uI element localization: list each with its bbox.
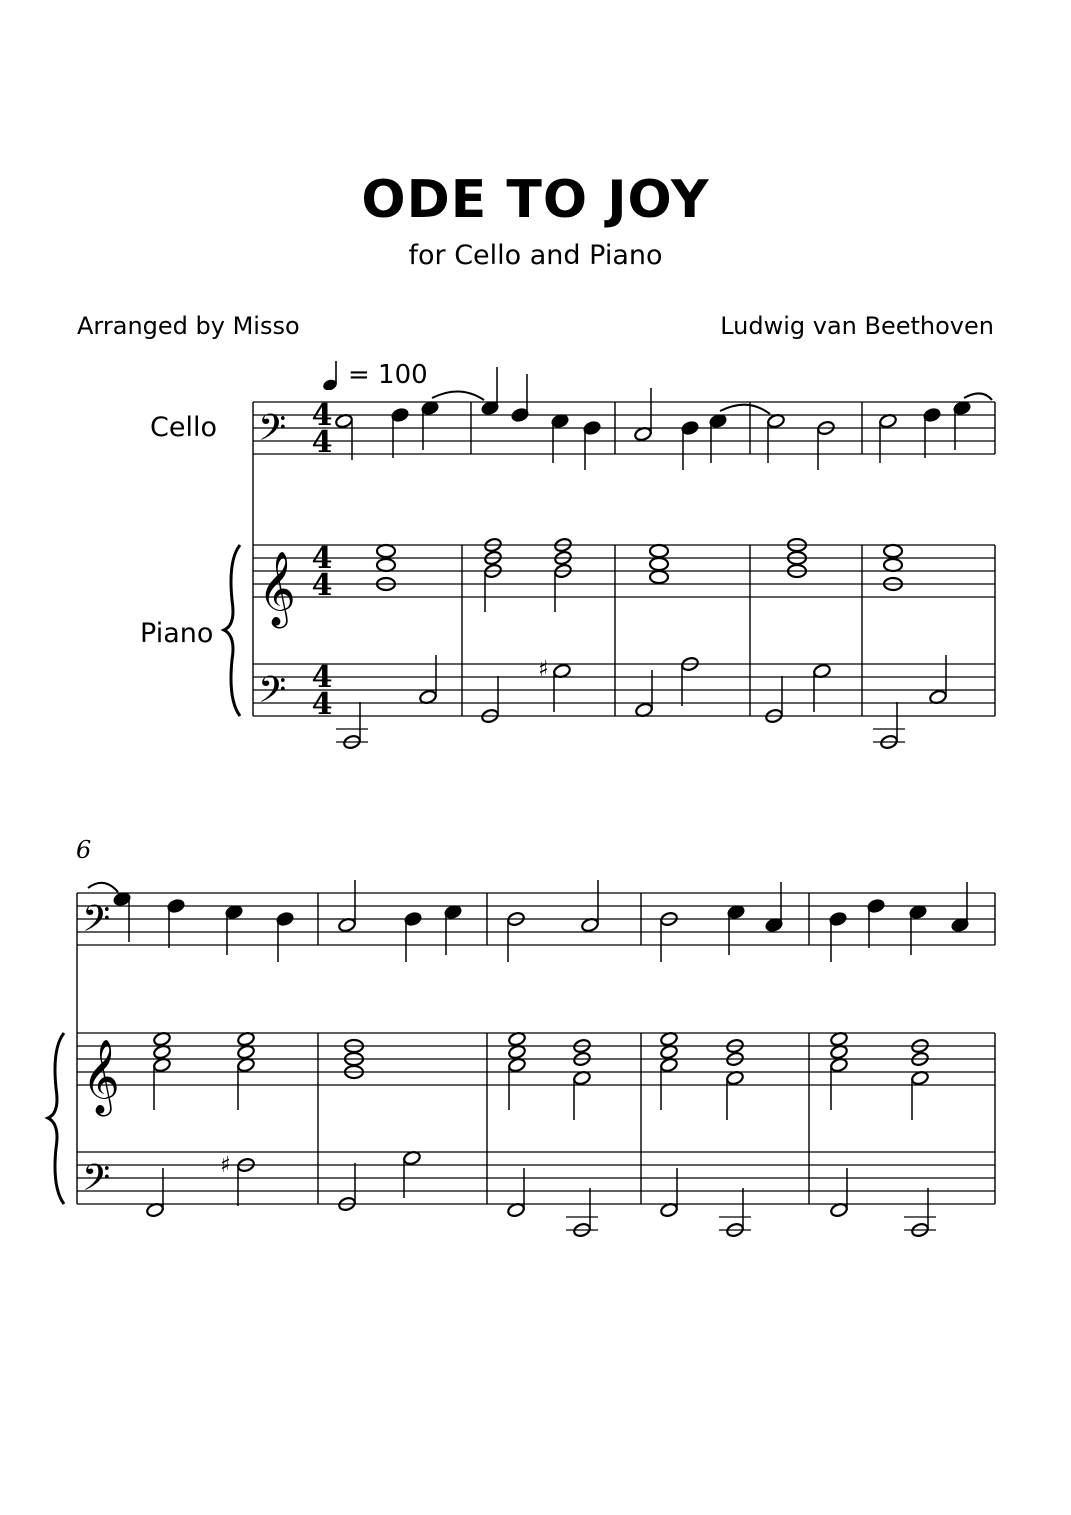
bass-clef-icon: 𝄢 [82, 1157, 111, 1208]
clefs [82, 407, 296, 1208]
measure-number: 6 [76, 836, 92, 864]
time-sig-bottom: 4 [311, 425, 333, 460]
composer-credit: Ludwig van Beethoven [720, 312, 994, 340]
time-sig-bottom: 4 [311, 568, 333, 603]
time-sig-bottom: 4 [311, 687, 333, 722]
piano-treble-chords-system-2 [153, 1031, 930, 1120]
piano-bass-notes-system-2 [146, 1150, 936, 1238]
barlines [77, 402, 995, 1204]
piano-treble-chords-system-1 [377, 537, 902, 612]
bass-clef-icon: 𝄢 [82, 898, 111, 949]
treble-clef-icon: 𝄞 [82, 1040, 120, 1114]
sharp-icon: ♯ [220, 1153, 231, 1178]
bass-clef-icon: 𝄢 [258, 407, 287, 458]
sharp-icon: ♯ [538, 657, 549, 682]
time-sig-top: 4 [311, 398, 333, 433]
time-sig-top: 4 [311, 541, 333, 576]
tempo-bpm: = 100 [348, 360, 428, 390]
time-signatures [312, 398, 333, 722]
bass-clef-icon: 𝄢 [258, 669, 287, 720]
piano-label: Piano [140, 618, 214, 649]
arranger-credit: Arranged by Misso [77, 312, 300, 340]
cello-notes-system-2 [88, 880, 969, 962]
score-title: ODE TO JOY [361, 170, 710, 230]
score-subtitle: for Cello and Piano [408, 240, 663, 271]
staff-lines [77, 402, 995, 1204]
time-sig-top: 4 [311, 660, 333, 695]
treble-clef-icon: 𝄞 [258, 552, 296, 626]
cello-label: Cello [150, 412, 217, 443]
